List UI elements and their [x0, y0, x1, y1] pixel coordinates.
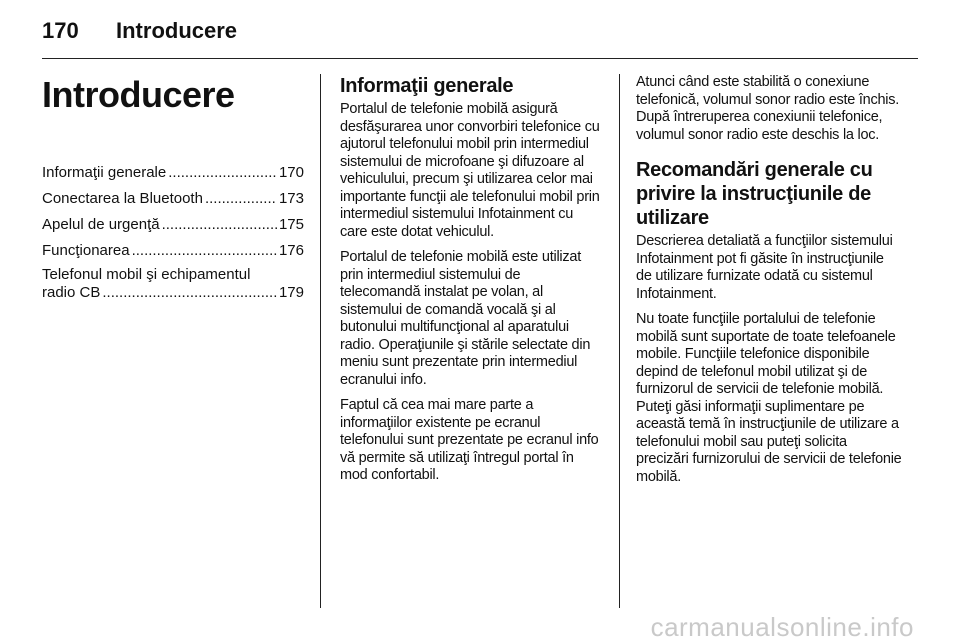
toc-page: 179 — [278, 284, 304, 301]
body-paragraph: Faptul că cea mai mare parte a informaţiilor existente pe ecranul telefonului sunt prezentate pe ecranul info vă permite să utilizaţi întregul portal în mod confortabil. — [340, 397, 599, 483]
toc-leader — [132, 240, 277, 262]
page-number: 170 — [42, 18, 79, 43]
toc-label: Apelul de urgenţă — [42, 216, 160, 233]
toc-label: Informaţii generale — [42, 164, 167, 181]
column-recommendations — [636, 74, 902, 494]
column-general-info — [340, 74, 604, 493]
toc-entry[interactable] — [42, 266, 304, 302]
toc-label: Funcţionarea — [42, 242, 130, 259]
toc-leader — [102, 284, 277, 302]
toc-entry[interactable] — [42, 188, 304, 210]
toc-page: 170 — [278, 164, 304, 181]
toc-label: Conectarea la Bluetooth — [42, 190, 203, 207]
header-rule — [42, 58, 918, 59]
toc-label: Telefonul mobil şi echipamentul — [42, 266, 251, 283]
column-toc — [42, 74, 304, 308]
toc-label-continued: radio CB — [42, 284, 101, 301]
column-divider-2 — [619, 74, 620, 608]
toc-leader — [205, 188, 277, 210]
body-paragraph: Nu toate funcţiile portalului de telefonie mobilă sunt suportate de toate telefoanele mobile. Funcţiile telefonice disponibile depind de telefonul mobil utilizat şi de furnizorul de servicii de telefonie mobilă. Puteţi găsi informaţii suplimentare pe această temă în instrucţiunile de utilizare a telefonului mobil sau puteţi solicita precizări furnizorului de servicii de telefonie mobilă. — [636, 311, 902, 485]
toc-page: 176 — [278, 242, 304, 259]
chapter-title: Introducere — [42, 74, 235, 115]
body-paragraph: Portalul de telefonie mobilă este utilizat prin intermediul sistemului de telecomandă instalat pe volan, al sistemului de comandă vocală şi al butonului multifuncţional al aparatului radio. Operaţiunile şi stările selectate din meniu sunt prezentate prin intermediul ecranului info. — [340, 249, 591, 388]
body-paragraph: Atunci când este stabilită o conexiune telefonică, volumul sonor radio este închis. După întreruperea conexiunii telefonice, volumul sonor radio este deschis la loc. — [636, 74, 900, 143]
toc-entry[interactable] — [42, 162, 304, 184]
body-paragraph: Descrierea detaliată a funcţiilor sistemului Infotainment pot fi găsite în instrucţiunile de utilizare furnizate odată cu sistemul Infotainment. — [636, 233, 893, 302]
toc-page: 175 — [278, 216, 304, 233]
toc-leader — [168, 162, 277, 184]
toc-entry[interactable] — [42, 240, 304, 262]
toc-leader — [162, 214, 277, 236]
toc-entry[interactable] — [42, 214, 304, 236]
running-title: Introducere — [116, 18, 238, 43]
toc-page: 173 — [278, 190, 304, 207]
watermark: carmanualsonline.info — [650, 612, 914, 642]
section-heading: Informaţii generale — [340, 75, 514, 97]
section-heading: Recomandări generale cu privire la instrucţiunile de utilizare — [636, 159, 873, 229]
column-divider-1 — [320, 74, 321, 608]
body-paragraph: Portalul de telefonie mobilă asigură desfăşurarea unor convorbiri telefonice cu ajutorul telefonului mobil prin intermediul sistemului de microfoane şi difuzoare al vehiculului, precum şi utilizarea celor mai importante funcţii ale telefonului mobil prin intermediul sistemului Infotainment cu care este dotat vehiculul. — [340, 101, 600, 240]
